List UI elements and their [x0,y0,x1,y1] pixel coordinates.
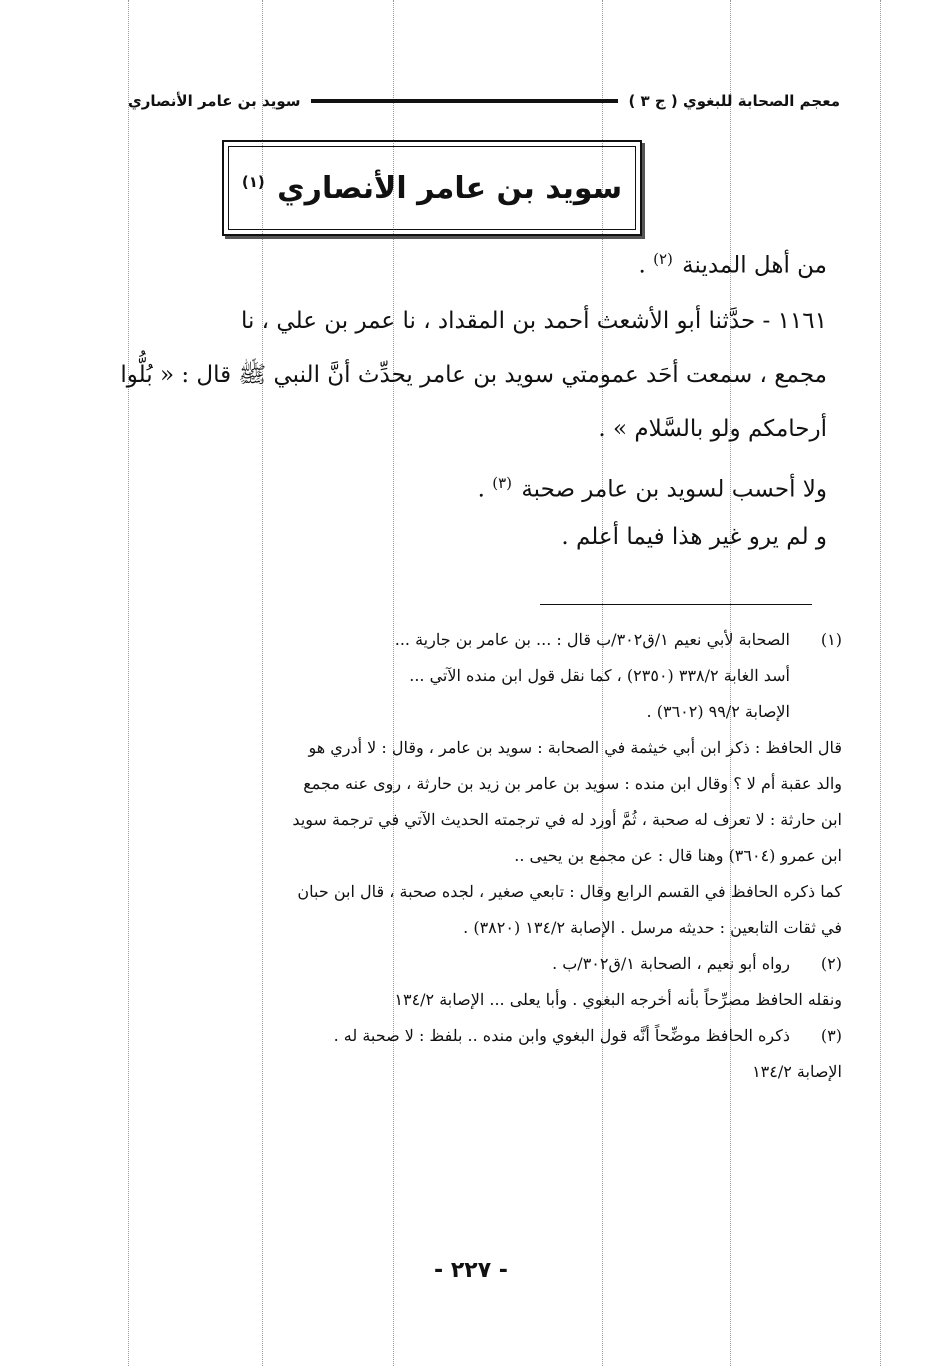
footnote-3 [117,1018,842,1054]
running-header-rule [311,99,619,103]
footnote-number: (٣) [820,1026,842,1045]
footnote-line: ابن حارثة : لا تعرف له صحبة ، ثُمَّ أورد له في ترجمته الحديث الآتي في ترجمة سويد [292,810,842,829]
hadith-line: أرحامكم ولو بالسَّلام » . [598,416,827,442]
footnote-line: الصحابة لأبي نعيم ١/ق٣٠٢/ب قال : ... بن عامر بن جارية ... [394,630,790,649]
footnote-line: الإصابة ٩٩/٢ (٣٦٠٢) . [646,702,790,721]
footnote-number: (٢) [820,954,842,973]
footnote-3-continuation [117,1054,842,1090]
origin-end: . [638,252,646,279]
hadith-paragraph [107,294,827,456]
footnote-line: في ثقات التابعين : حديثه مرسل . الإصابة ١٣٤/٢ (٣٨٢٠) . [463,918,842,937]
origin-text: من أهل المدينة [682,252,827,279]
origin-note-ref: (٢) [653,250,673,268]
hadith-line: ١١٦١ - حدَّثنا أبو الأشعث أحمد بن المقداد ، نا عمر بن علي ، نا [240,308,827,334]
footnote-1-continuation [117,730,842,946]
footnote-1 [117,622,842,730]
footnote-line: والد عقبة أم لا ؟ وقال ابن منده : سويد بن عامر بن زيد بن حارثة ، روى عنه مجمع [303,774,842,793]
remark-text: ولا أحسب لسويد بن عامر صحبة [521,476,827,503]
running-header [128,86,840,116]
closing-remark-text: و لم يرو غير هذا فيما أعلم . [561,524,827,550]
remark-line [107,456,827,517]
running-header-entry-title: سويد بن عامر الأنصاري [128,92,301,110]
entry-title-box [222,140,642,236]
running-header-book-title: معجم الصحابة للبغوي ( ج ٣ ) [628,92,840,110]
entry-title-text: سويد بن عامر الأنصاري [277,170,623,206]
entry-title-inner-frame [228,146,636,230]
footnote-2 [117,946,842,982]
footnote-line: أسد الغابة ٣٣٨/٢ (٢٣٥٠) ، كما نقل قول ابن منده الآتي ... [409,666,790,685]
footnote-line: الإصابة ١٣٤/٢ [752,1062,842,1081]
page-number: - ٢٢٧ - [434,1258,508,1283]
footnote-separator [540,604,812,605]
entry-title [242,171,622,206]
footnote-line: ذكره الحافظ موضِّحاً أنَّه قول البغوي وابن منده .. بلفظ : لا صحبة له . [333,1026,790,1045]
remark-note-ref: (٣) [492,474,513,492]
closing-remark-line [107,510,827,564]
remark-end: . [477,476,485,503]
footnotes [117,622,842,1090]
footnote-line: ابن عمرو (٣٦٠٤) وهنا قال : عن مجمع بن يحيى .. [514,846,842,865]
footnote-line: قال الحافظ : ذكر ابن أبي خيثمة في الصحابة : سويد بن عامر ، وقال : لا أدري هو [308,738,842,757]
hadith-line: مجمع ، سمعت أحَد عمومتي سويد بن عامر يحدِّث أنَّ النبي ﷺ قال : « بُلُّوا [120,362,827,388]
entry-title-note-ref: (١) [241,172,265,191]
footnote-line: ونقله الحافظ مصرِّحاً بأنه أخرجه البغوي . وأبا يعلى ... الإصابة ١٣٤/٢ [394,990,842,1009]
footnote-2-continuation [117,982,842,1018]
footnote-number: (١) [820,630,842,649]
footnote-line: رواه أبو نعيم ، الصحابة ١/ق٣٠٢/ب . [552,954,790,973]
origin-line [107,232,827,293]
footnote-line: كما ذكره الحافظ في القسم الرابع وقال : تابعي صغير ، لجده صحبة ، قال ابن حبان [297,882,842,901]
